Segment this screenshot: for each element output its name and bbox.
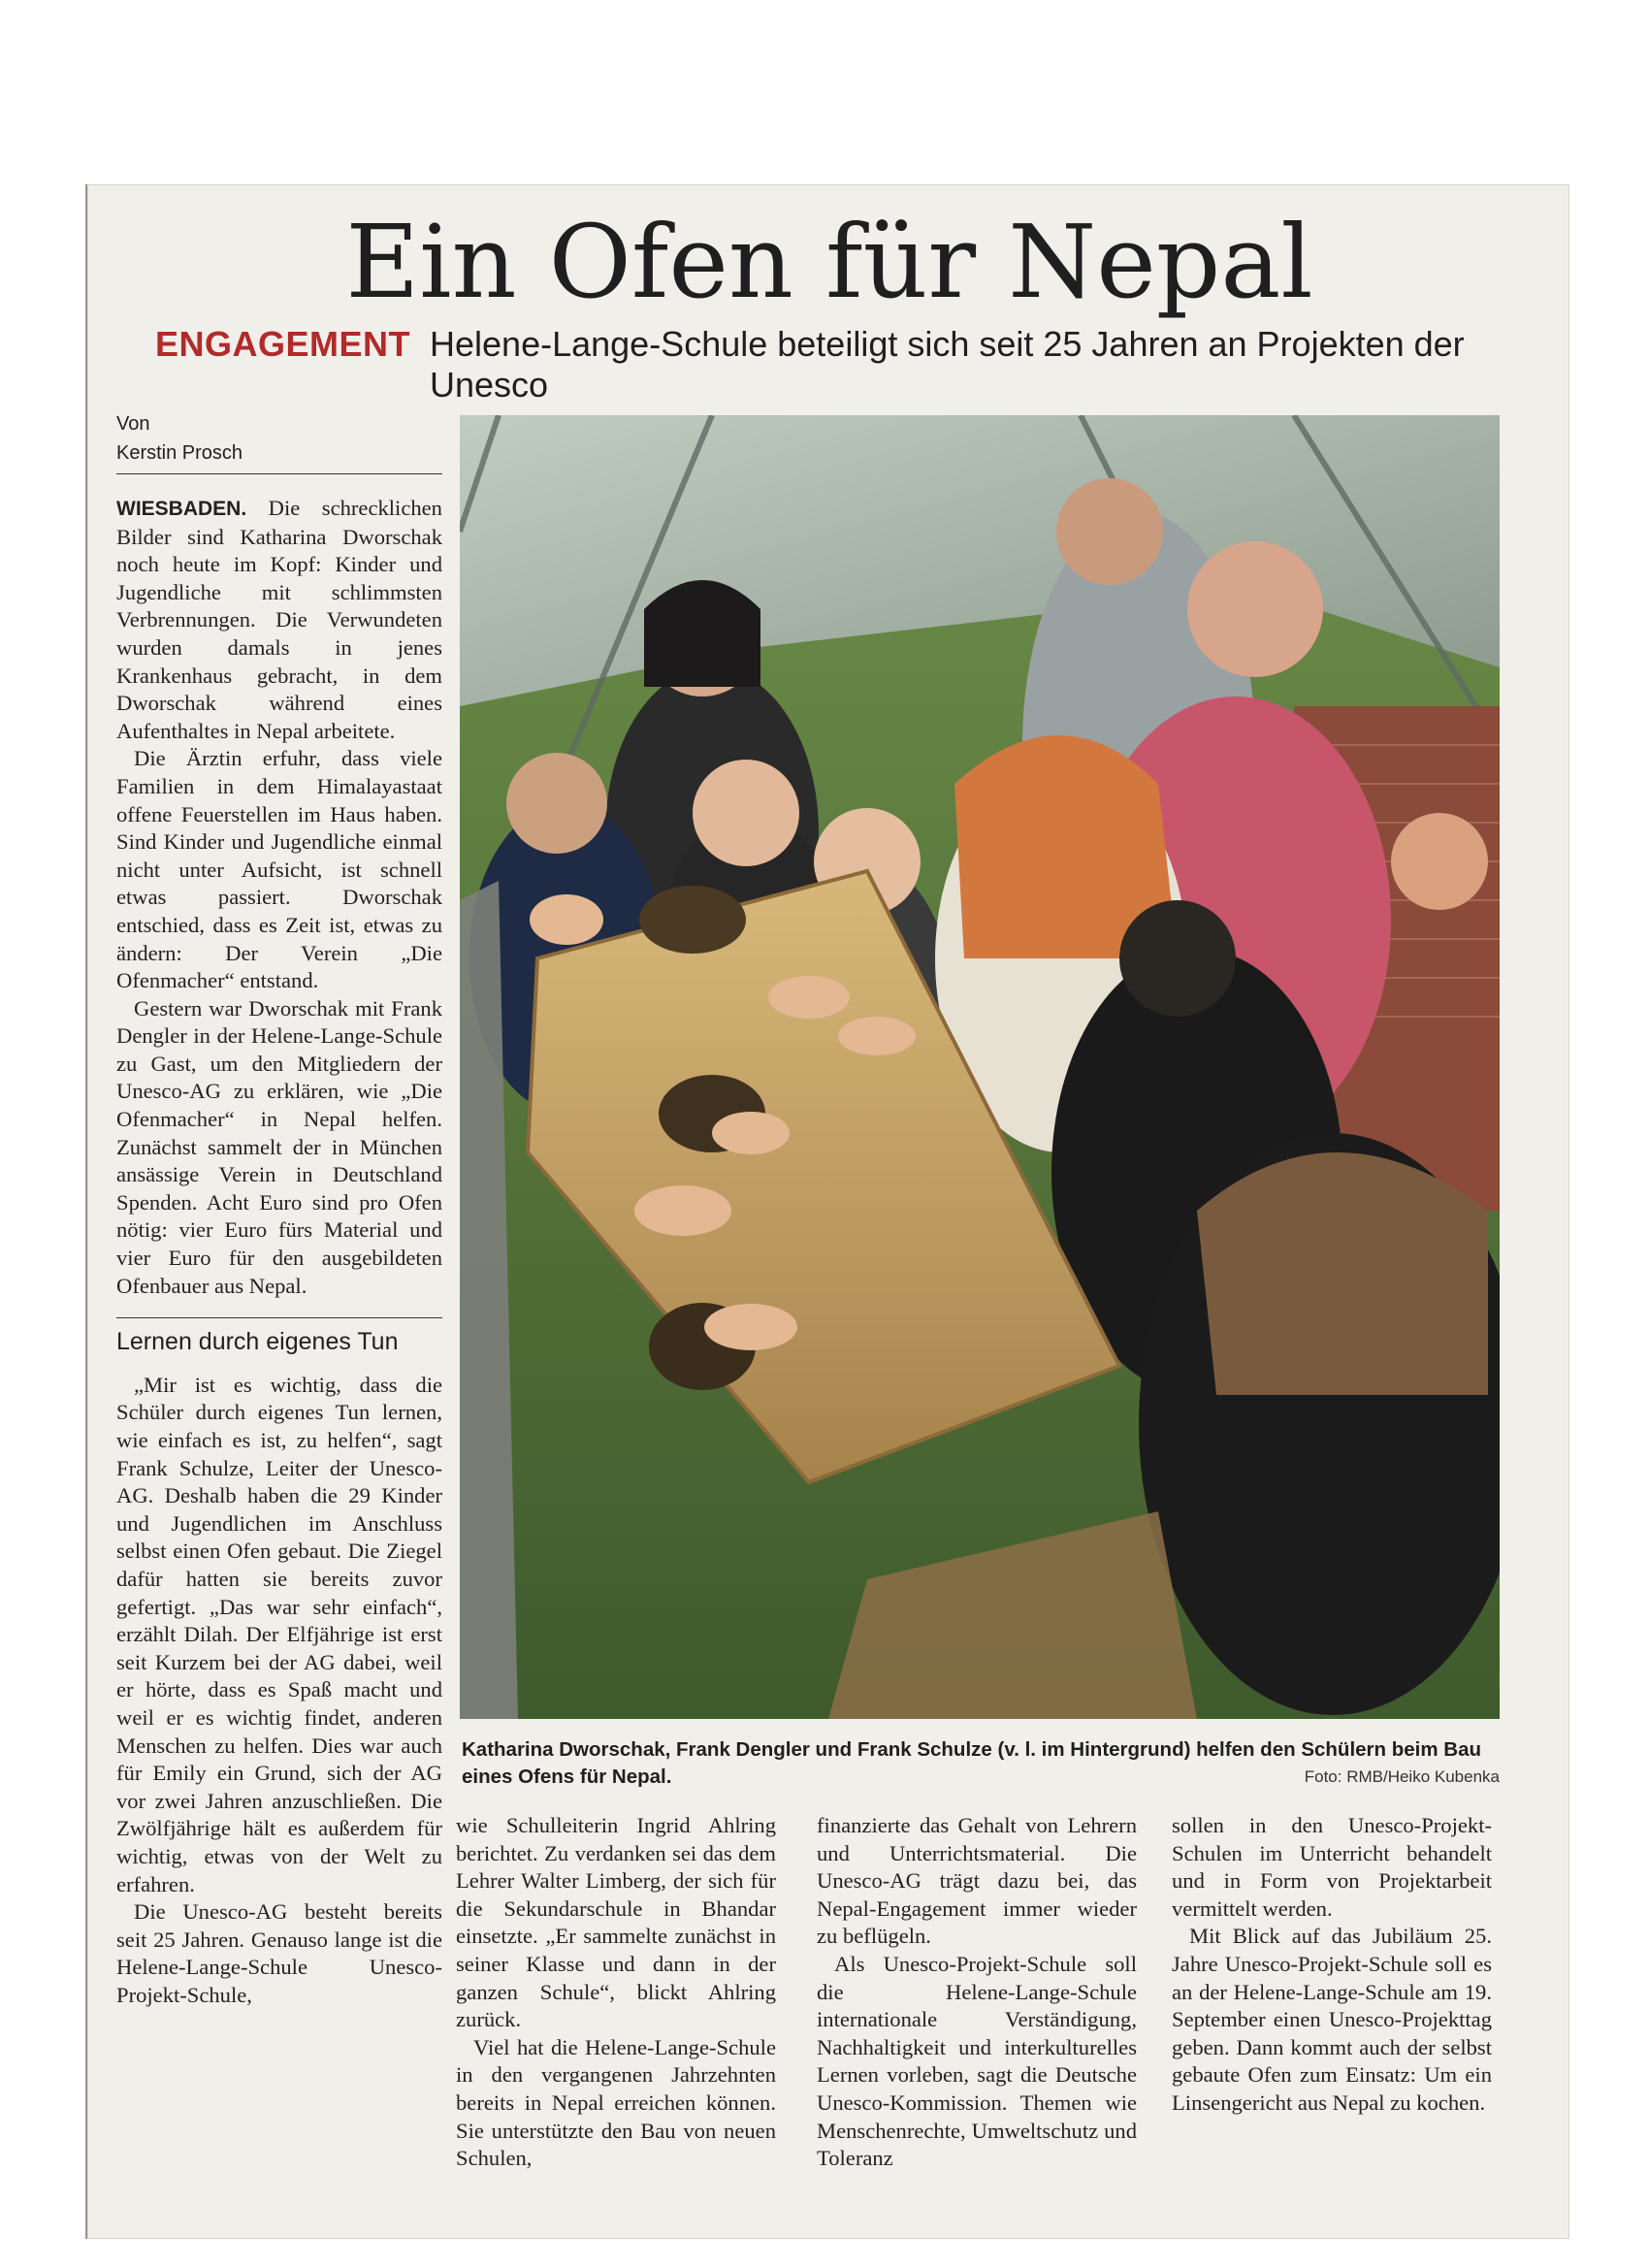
subheadline-row: [155, 324, 1494, 405]
article-column-2: [456, 1812, 776, 2173]
dateline: WIESBADEN.: [116, 498, 247, 520]
author-name: Kerstin Prosch: [116, 442, 243, 464]
subheadline: Helene-Lange-Schule beteiligt sich seit 25 Jahren an Projekten der Unesco: [430, 324, 1465, 405]
photo-illustration: [460, 415, 1500, 1719]
paragraph-7: Viel hat die Helene-Lange-Schule in den vergangenen Jahrzehnten bereits in Nepal erreichen können. Sie unterstützte den Bau von neuen Schulen,: [456, 2034, 776, 2171]
article-photo: [460, 415, 1500, 1719]
byline: [116, 409, 442, 474]
paragraph-1: [116, 495, 442, 745]
photo-credit: Foto: RMB/Heiko Kubenka: [1304, 1767, 1500, 1786]
paragraph-9: Als Unesco-Projekt-Schule soll die Helene-Lange-Schule internationale Verständigung, Nachhaltigkeit und interkulturelles Lernen vorleben, sagt die Deutsche Unesco-Kommission. Themen wie Menschenrechte, Umweltschutz und Toleranz: [817, 1951, 1137, 2171]
headline: Ein Ofen für Nepal: [345, 203, 1313, 321]
photo-caption: Katharina Dworschak, Frank Dengler und Frank Schulze (v. l. im Hintergrund) helfen den Schülern beim Bau eines Ofens für Nepal.: [462, 1738, 1482, 1788]
paragraph-5: Die Unesco-AG besteht bereits seit 25 Jahren. Genauso lange ist die Helene-Lange-Schule Unesco-Projekt-Schule,: [116, 1899, 442, 2007]
section-heading: Lernen durch eigenes Tun: [116, 1317, 442, 1356]
paragraph-8: finanzierte das Gehalt von Lehrern und Unterrichtsmaterial. Die Unesco-AG trägt dazu bei, das Nepal-Engagement immer wieder zu beflügeln.: [817, 1813, 1137, 1949]
kicker-label: ENGAGEMENT: [155, 324, 411, 364]
article-column-3: [817, 1812, 1137, 2173]
article-column-4: [1172, 1812, 1492, 2118]
paragraph-10: sollen in den Unesco-Projekt-Schulen im Unterricht behandelt und in Form von Projektarbeit vermittelt werden.: [1172, 1813, 1492, 1921]
paragraph-11: Mit Blick auf das Jubiläum 25. Jahre Unesco-Projekt-Schule soll es an der Helene-Lange-Schule am 19. September einen Unesco-Projekttag geben. Dann kommt auch der selbst gebaute Ofen zum Einsatz: Um ein Linsengericht aus Nepal zu kochen.: [1172, 1924, 1492, 2115]
paragraph-4: „Mir ist es wichtig, dass die Schüler durch eigenes Tun lernen, wie einfach es ist, zu helfen“, sagt Frank Schulze, Leiter der Unesco-AG. Deshalb haben die 29 Kinder und Jugendlichen im Anschluss selbst einen Ofen gebaut. Die Ziegel dafür hatten sie bereits zuvor gefertigt. „Das war sehr einfach“, erzählt Dilah. Der Elfjährige ist erst seit Kurzem bei der AG dabei, weil er hörte, dass es Spaß macht und weil er es wichtig findet, anderen Menschen zu helfen. Dies war auch für Emily ein Grund, sich der AG vor zwei Jahren anzuschließen. Die Zwölfjährige hält es außerdem für wichtig, etwas von der Welt zu erfahren.: [116, 1372, 442, 1896]
byline-prefix: Von: [116, 413, 150, 435]
article-column-left: [116, 495, 442, 2009]
paragraph-1-text: Die schrecklichen Bilder sind Katharina Dworschak noch heute im Kopf: Kinder und Jugendliche mit schlimmsten Verbrennungen. Die Verwundeten wurden damals in jenes Krankenhaus gebracht, in dem Dworschak während eines Aufenthaltes in Nepal arbeitete.: [116, 496, 442, 743]
paragraph-3: Gestern war Dworschak mit Frank Dengler in der Helene-Lange-Schule zu Gast, um den Mitgliedern der Unesco-AG zu erklären, wie „Die Ofenmacher“ in Nepal helfen. Zunächst sammelt der in München ansässige Verein in Deutschland Spenden. Acht Euro sind pro Ofen nötig: vier Euro fürs Material und vier Euro für den ausgebildeten Ofenbauer aus Nepal.: [116, 995, 442, 1298]
paragraph-2: Die Ärztin erfuhr, dass viele Familien in dem Himalayastaat offene Feuerstellen im Haus haben. Sind Kinder und Jugendliche einmal nicht unter Aufsicht, ist schnell etwas passiert. Dworschak entschied, dass es Zeit ist, etwas zu ändern: Der Verein „Die Ofenmacher“ entstand.: [116, 746, 442, 993]
paragraph-6: wie Schulleiterin Ingrid Ahlring berichtet. Zu verdanken sei das dem Lehrer Walter Limberg, der sich für die Sekundarschule in Bhandar einsetzte. „Er sammelte zunächst in seiner Klasse und dann in der ganzen Schule“, blickt Ahlring zurück.: [456, 1813, 776, 2032]
